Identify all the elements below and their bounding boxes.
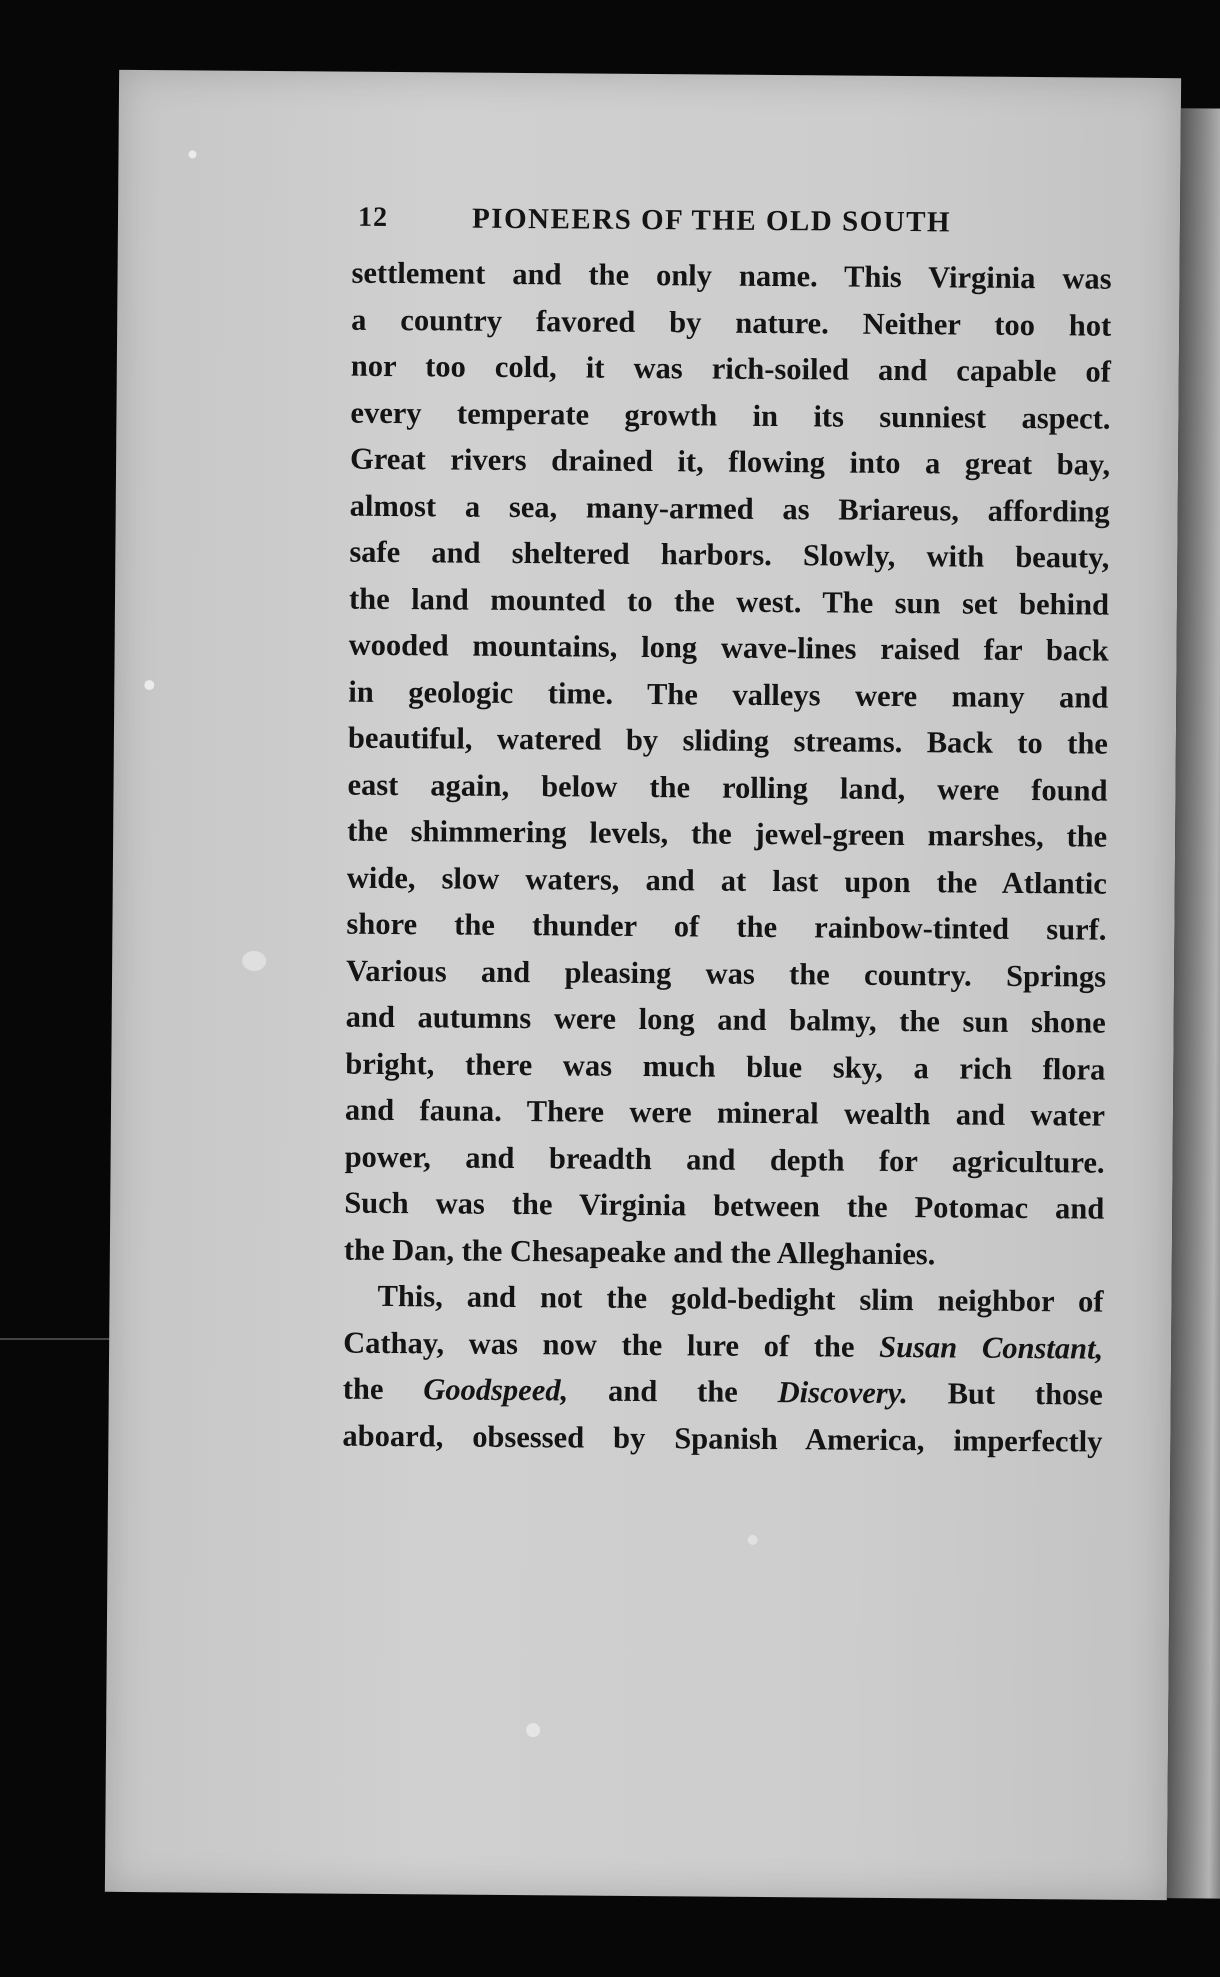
dust-speck [188,150,196,158]
text-line: a country favored by nature. Neither too hot [351,302,1112,343]
book-page [105,70,1181,1900]
text-line: wide, slow waters, and at last upon the Atlantic [346,860,1107,901]
text-line: beautiful, watered by sliding streams. Back to the [347,720,1109,761]
dust-speck [526,1723,540,1737]
ship-name-discovery: Discovery. [777,1375,908,1411]
ship-name-goodspeed: Goodspeed, [423,1372,569,1408]
text-line: aboard, obsessed by Spanish America, imperfectly [342,1418,1103,1459]
text-line: power, and breadth and depth for agriculture. [344,1139,1105,1180]
text-line: and autumns were long and balmy, the sun shone [345,999,1106,1040]
running-header [358,202,1118,248]
text-line: bright, there was much blue sky, a rich flora [345,1046,1106,1087]
text-line: shore the thunder of the rainbow-tinted surf. [346,906,1107,947]
text-line [343,1366,1103,1418]
text-line: This, and not the gold-bedight slim neighbor of [377,1278,1104,1319]
text-line: Great rivers drained it, flowing into a great bay, [349,441,1111,482]
text-line: and fauna. There were mineral wealth and water [344,1092,1106,1133]
text-line: settlement and the only name. This Virginia was [351,255,1112,296]
text-run: the [342,1371,424,1407]
text-run: But those [907,1376,1103,1412]
text-line: east again, below the rolling land, were found [347,767,1108,808]
text-line: every temperate growth in its sunniest aspect. [350,395,1111,436]
text-line: almost a sea, many-armed as Briareus, affording [349,488,1110,529]
body-text [342,250,1111,1465]
text-line: the shimmering levels, the jewel-green marshes, the [347,813,1108,854]
running-title: PIONEERS OF THE OLD SOUTH [471,202,952,239]
text-line: Various and pleasing was the country. Springs [345,953,1107,994]
page-edge-shadow [1167,108,1220,1898]
ship-name-susan-constant: Susan Constant, [879,1329,1104,1366]
text-line: in geologic time. The valleys were many and [348,674,1109,715]
text-line: wooded mountains, long wave-lines raised far back [348,627,1109,668]
text-line: safe and sheltered harbors. Slowly, with beauty, [349,534,1110,575]
page-number: 12 [357,201,389,233]
dust-speck [242,951,266,971]
text-run: and the [568,1373,778,1410]
text-line: nor too cold, it was rich-soiled and capable of [350,348,1111,389]
text-line [343,1319,1103,1371]
dust-speck [748,1535,758,1545]
text-line: the Dan, the Chesapeake and the Alleghanies. [343,1232,936,1271]
text-run: Cathay, was now the lure of the [343,1325,880,1364]
text-line: Such was the Virginia between the Potomac and [344,1185,1105,1226]
text-line: the land mounted to the west. The sun set behind [348,581,1110,622]
dust-speck [144,680,154,690]
